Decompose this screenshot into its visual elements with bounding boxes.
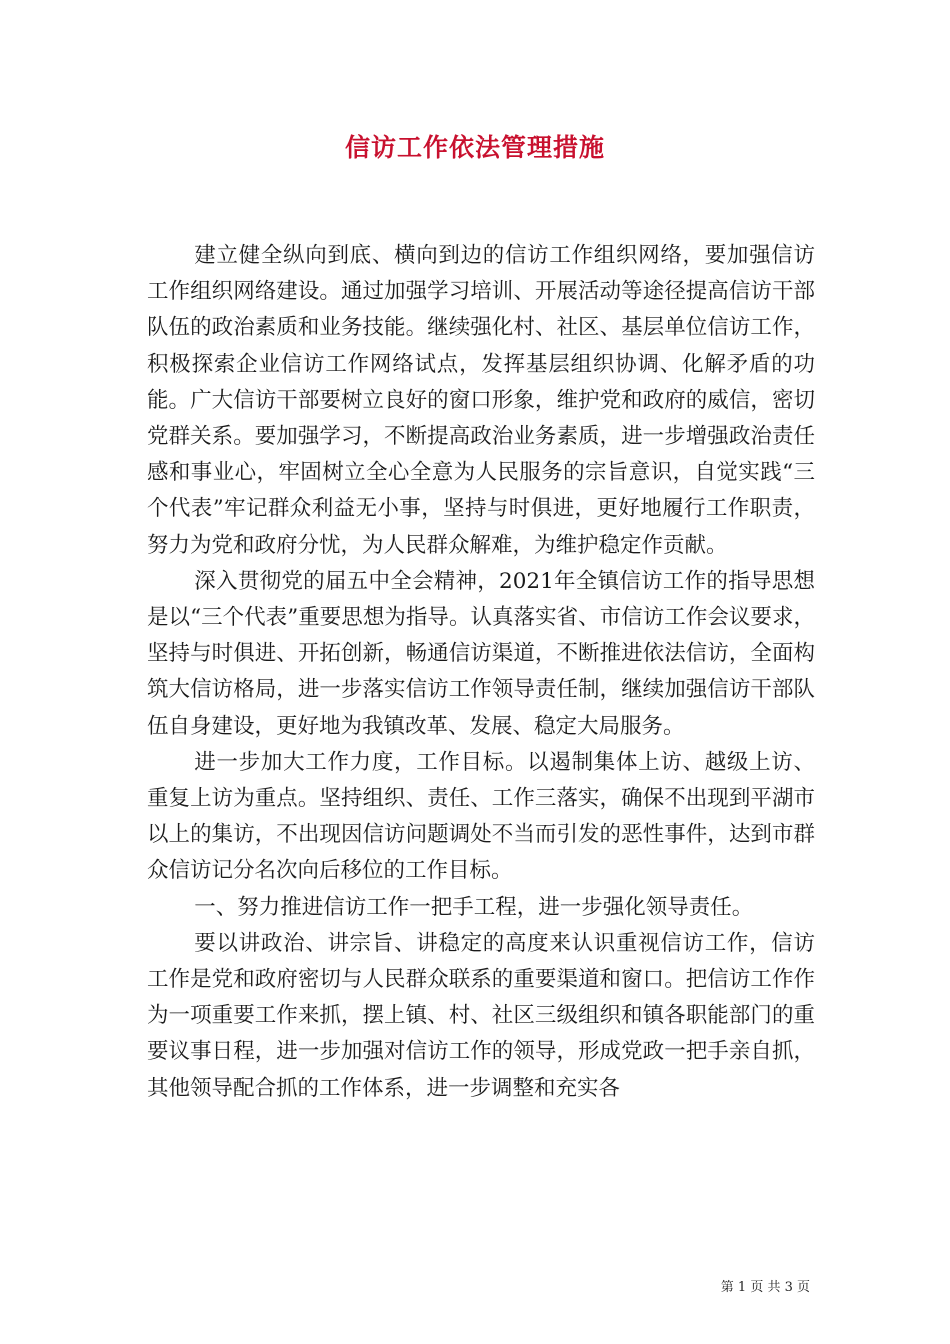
paragraph-3: 进一步加大工作力度，工作目标。以遏制集体上访、越级上访、重复上访为重点。坚持组织、责任、工作三落实，确保不出现到平湖市以上的集访，不出现因信访问题调处不当而引发的恶性事件，达到市群众信访记分名次向后移位的工作目标。 xyxy=(147,749,815,884)
paragraph-1: 建立健全纵向到底、横向到边的信访工作组织网络，要加强信访工作组织网络建设。通过加强学习培训、开展活动等途径提高信访干部队伍的政治素质和业务技能。继续强化村、社区、基层单位信访工作，积极探索企业信访工作网络试点，发挥基层组织协调、化解矛盾的功能。广大信访干部要树立良好的窗口形象，维护党和政府的威信，密切党群关系。要加强学习，不断提高政治业务素质，进一步增强政治责任感和事业心，牢固树立全心全意为人民服务的宗旨意识，自觉实践“三个代表”牢记群众利益无小事，坚持与时俱进，更好地履行工作职责，努力为党和政府分忧，为人民群众解难，为维护稳定作贡献。 xyxy=(147,243,815,558)
document-body xyxy=(147,238,815,1107)
section-heading-1: 一、努力推进信访工作一把手工程，进一步强化领导责任。 xyxy=(194,894,754,920)
paragraph-2: 深入贯彻党的届五中全会精神，2021年全镇信访工作的指导思想是以“三个代表”重要思想为指导。认真落实省、市信访工作会议要求，坚持与时俱进、开拓创新，畅通信访渠道，不断推进依法信访，全面构筑大信访格局，进一步落实信访工作领导责任制，继续加强信访干部队伍自身建设，更好地为我镇改革、发展、稳定大局服务。 xyxy=(147,568,815,739)
page-number-footer: 第 1 页 共 3 页 xyxy=(720,1280,810,1295)
page-title: 信访工作依法管理措施 xyxy=(344,133,605,162)
paragraph-4: 要以讲政治、讲宗旨、讲稳定的高度来认识重视信访工作，信访工作是党和政府密切与人民群众联系的重要渠道和窗口。把信访工作作为一项重要工作来抓，摆上镇、村、社区三级组织和镇各职能部门的重要议事日程，进一步加强对信访工作的领导，形成党政一把手亲自抓，其他领导配合抓的工作体系，进一步调整和充实各 xyxy=(147,930,815,1101)
